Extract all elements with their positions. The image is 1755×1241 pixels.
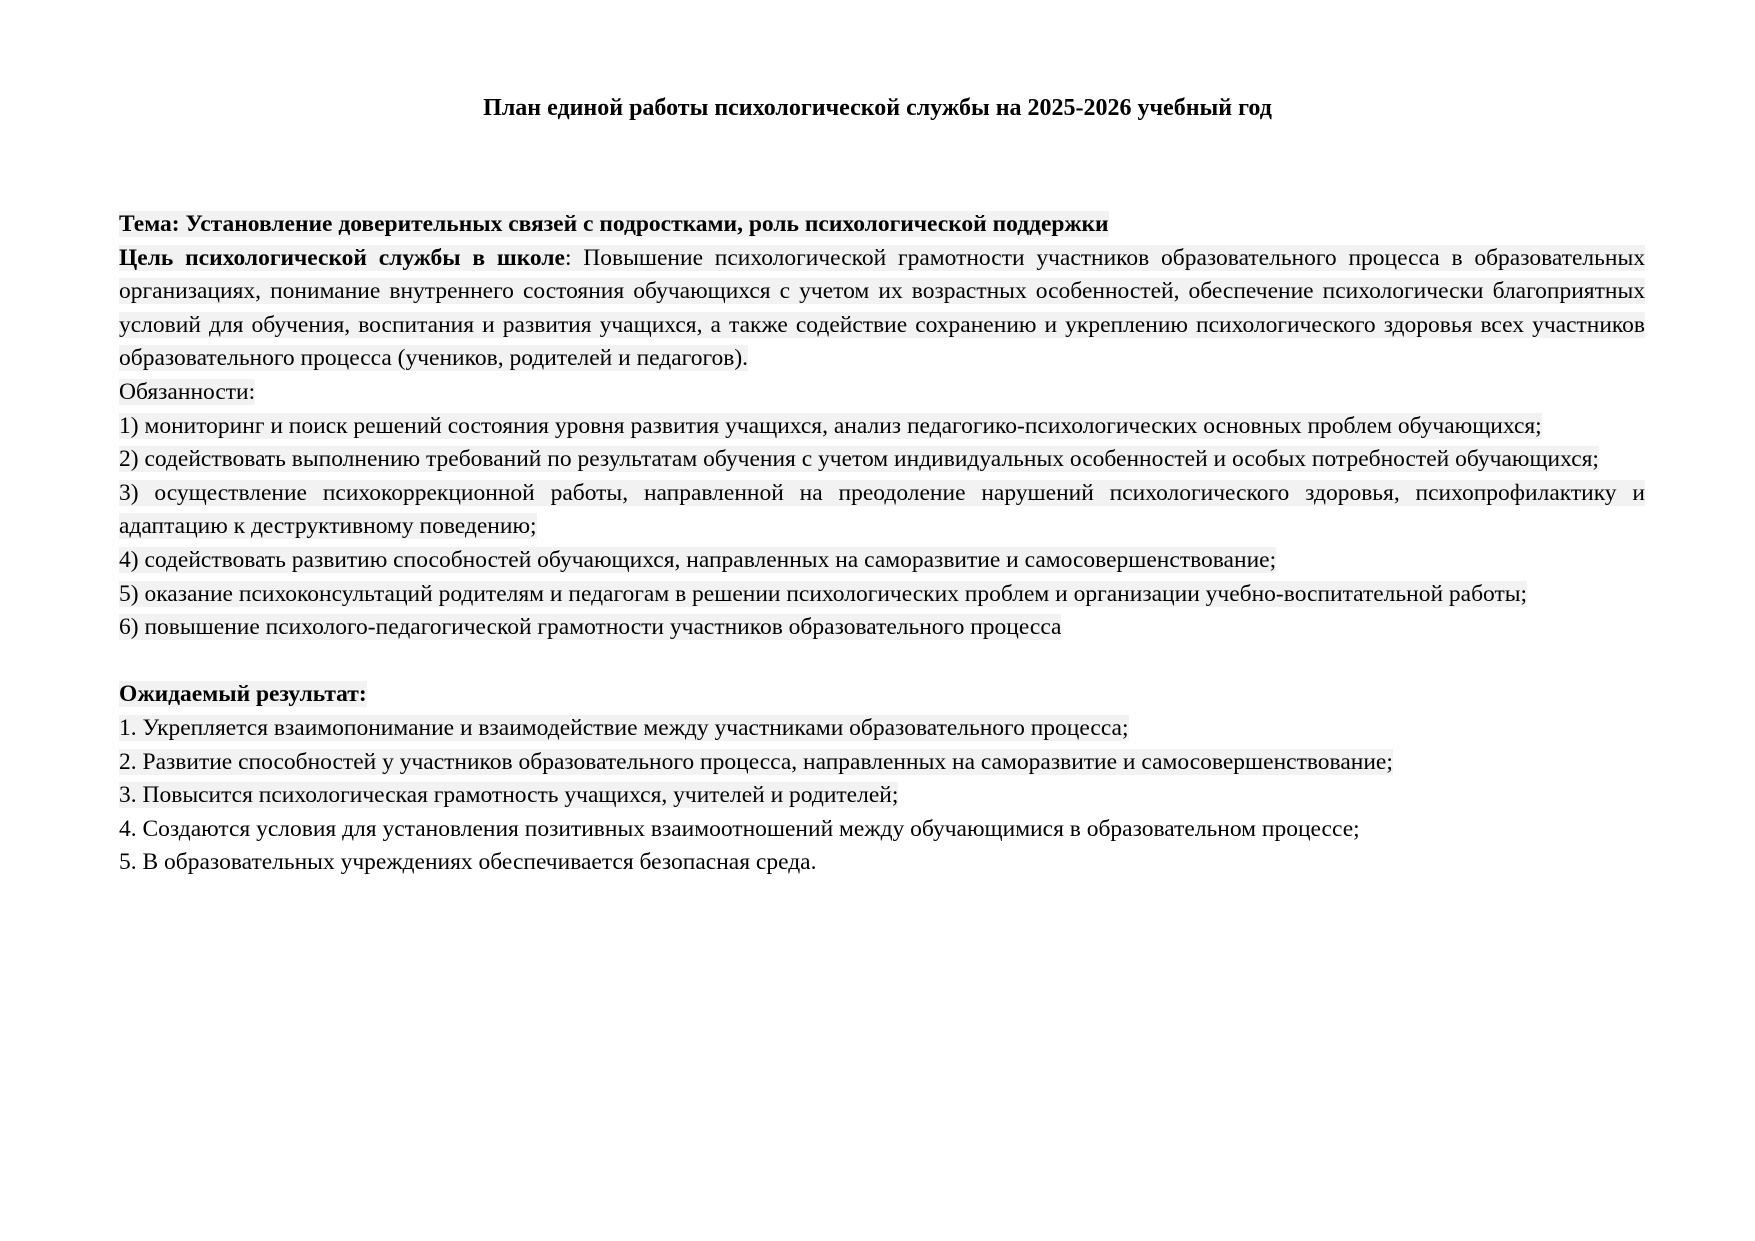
- result-item-5: [119, 846, 1645, 880]
- duty-item-3: [119, 477, 1645, 544]
- document-body: [119, 208, 1645, 880]
- results-heading-text: Ожидаемый результат:: [119, 681, 367, 708]
- result-item-4-text: 4. Создаются условия для установления позитивных взаимоотношений между обучающимися в образовательном процессе;: [119, 815, 1360, 842]
- duty-item-4-text: 4) содействовать развитию способностей обучающихся, направленных на саморазвитие и самосовершенствование;: [119, 546, 1277, 573]
- theme-paragraph: [119, 208, 1645, 242]
- duty-item-3-text: 3) осуществление психокоррекционной работы, направленной на преодоление нарушений психологического здоровья, психопрофилактику и адаптацию к деструктивному поведению;: [119, 479, 1645, 540]
- result-item-3-text: 3. Повысится психологическая грамотность учащихся, учителей и родителей;: [119, 782, 899, 809]
- result-item-2-text: 2. Развитие способностей у участников образовательного процесса, направленных на саморазвитие и самосовершенствование;: [119, 748, 1393, 775]
- duty-item-2: [119, 443, 1645, 477]
- duty-item-1: [119, 410, 1645, 444]
- duty-item-6: [119, 611, 1645, 645]
- duty-item-4: [119, 544, 1645, 578]
- section-spacer: [119, 645, 1645, 679]
- duty-item-5-text: 5) оказание психоконсультаций родителям и педагогам в решении психологических проблем и организации учебно-воспитательной работы;: [119, 580, 1528, 607]
- result-item-2: [119, 746, 1645, 780]
- duty-item-1-text: 1) мониторинг и поиск решений состояния уровня развития учащихся, анализ педагогико-психологических основных проблем обучающихся;: [119, 412, 1542, 439]
- duties-heading-text: Обязанности:: [119, 378, 256, 405]
- results-heading: [119, 678, 1645, 712]
- result-item-1-text: 1. Укрепляется взаимопонимание и взаимодействие между участниками образовательного процесса;: [119, 714, 1129, 741]
- result-item-3: [119, 779, 1645, 813]
- goal-paragraph: [119, 242, 1645, 376]
- duties-heading: [119, 376, 1645, 410]
- result-item-1: [119, 712, 1645, 746]
- duty-item-5: [119, 578, 1645, 612]
- result-item-5-text: 5. В образовательных учреждениях обеспечивается безопасная среда.: [119, 849, 817, 876]
- result-item-4: [119, 813, 1645, 847]
- theme-label: Тема:: [119, 211, 180, 237]
- goal-label: Цель психологической службы в школе: [119, 244, 565, 271]
- duty-item-6-text: 6) повышение психолого-педагогической грамотности участников образовательного процесса: [119, 614, 1062, 641]
- document-title: План единой работы психологической службы на 2025-2026 учебный год: [483, 95, 1272, 121]
- duty-item-2-text: 2) содействовать выполнению требований по результатам обучения с учетом индивидуальных особенностей и особых потребностей обучающихся;: [119, 446, 1599, 473]
- goal-text: : Повышение психологической грамотности участников образовательного процесса в образовательных организациях, понимание внутреннего состояния обучающихся с учетом их возрастных особенностей, обеспечение психологически благоприятных условий для обучения, воспитания и развития учащихся, а также содействие сохранению и укреплению психологического здоровья всех участников образовательного процесса (учеников, родителей и педагогов).: [119, 244, 1645, 372]
- theme-text: Установление доверительных связей с подростками, роль психологической поддержки: [179, 211, 1109, 237]
